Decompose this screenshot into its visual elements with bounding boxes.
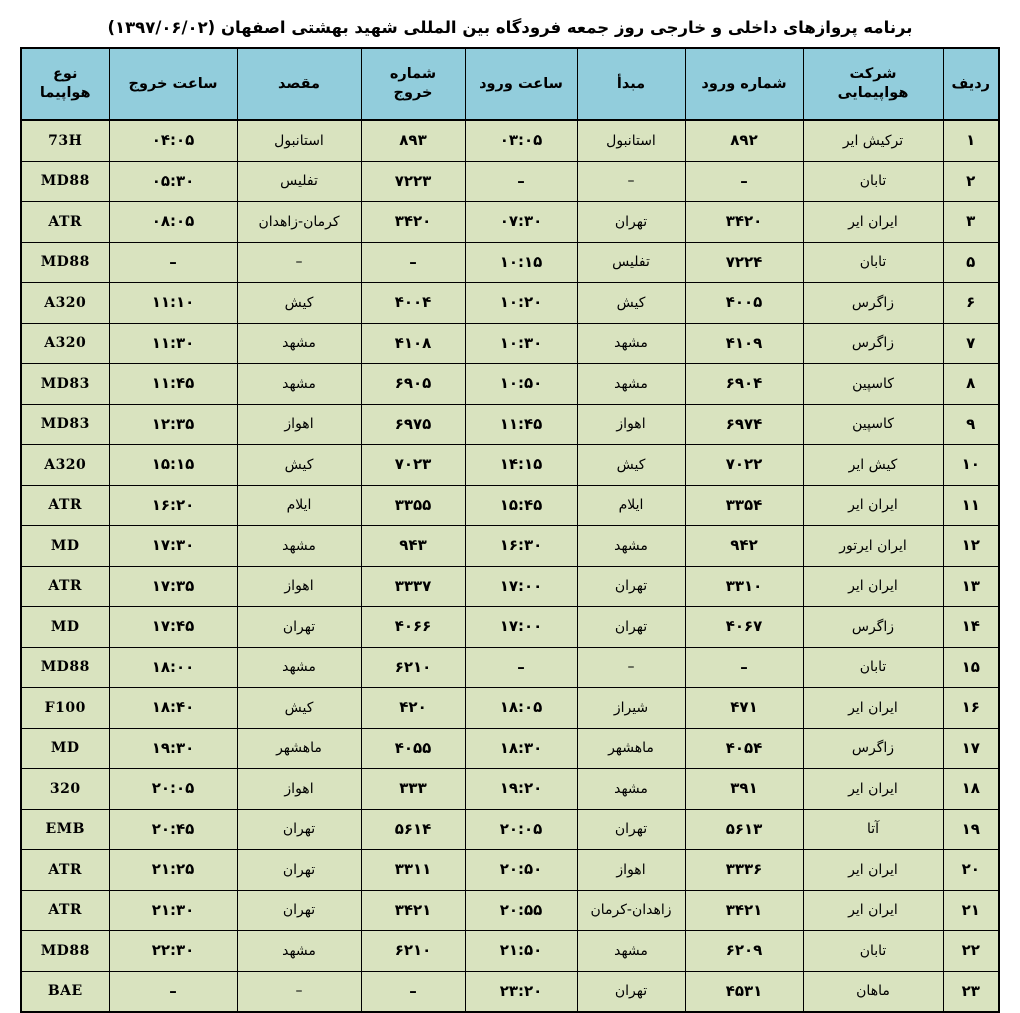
cell-row-index: ۱۸ <box>943 769 999 810</box>
cell-airline: ایران ایر <box>803 890 943 931</box>
cell-aircraft-type: MD <box>21 728 109 769</box>
cell-row-index: ۹ <box>943 404 999 445</box>
cell-destination: – <box>237 971 361 1012</box>
cell-arrival-time: ۲۰:۰۵ <box>465 809 577 850</box>
cell-destination: اهواز <box>237 769 361 810</box>
cell-aircraft-type: ATR <box>21 890 109 931</box>
cell-row-index: ۱۹ <box>943 809 999 850</box>
cell-arrival-number: ۳۴۲۱ <box>685 890 803 931</box>
cell-aircraft-type: MD83 <box>21 364 109 405</box>
cell-destination: مشهد <box>237 931 361 972</box>
cell-origin: – <box>577 161 685 202</box>
cell-origin: – <box>577 647 685 688</box>
cell-aircraft-type: MD88 <box>21 161 109 202</box>
table-body <box>21 120 999 1012</box>
cell-origin: تهران <box>577 971 685 1012</box>
cell-departure-time: ۱۹:۳۰ <box>109 728 237 769</box>
cell-departure-number: ۴۱۰۸ <box>361 323 465 364</box>
table-row <box>21 688 999 729</box>
column-header-aircraft-line2: هواپیما <box>39 85 91 101</box>
cell-row-index: ۸ <box>943 364 999 405</box>
cell-departure-time: ۱۸:۰۰ <box>109 647 237 688</box>
table-row <box>21 647 999 688</box>
cell-aircraft-type: ATR <box>21 485 109 526</box>
cell-airline: تابان <box>803 161 943 202</box>
cell-arrival-time: ۱۴:۱۵ <box>465 445 577 486</box>
cell-departure-number: ۵۶۱۴ <box>361 809 465 850</box>
cell-arrival-time: ۱۰:۲۰ <box>465 283 577 324</box>
cell-departure-time: ۱۱:۳۰ <box>109 323 237 364</box>
cell-arrival-time: ۱۸:۳۰ <box>465 728 577 769</box>
cell-departure-time: ۲۲:۳۰ <box>109 931 237 972</box>
column-header-departure-number <box>361 48 465 120</box>
cell-departure-number: ۶۲۱۰ <box>361 647 465 688</box>
cell-departure-time: ۱۷:۴۵ <box>109 607 237 648</box>
cell-row-index: ۷ <box>943 323 999 364</box>
cell-arrival-number: ۴۰۵۴ <box>685 728 803 769</box>
cell-destination: مشهد <box>237 647 361 688</box>
table-row <box>21 769 999 810</box>
cell-arrival-time: ۲۳:۲۰ <box>465 971 577 1012</box>
cell-airline: کیش ایر <box>803 445 943 486</box>
cell-arrival-number: ۵۶۱۳ <box>685 809 803 850</box>
cell-airline: تابان <box>803 931 943 972</box>
table-header-row <box>21 48 999 120</box>
cell-arrival-number: ۶۹۷۴ <box>685 404 803 445</box>
cell-airline: ایران ایر <box>803 566 943 607</box>
cell-origin: ماهشهر <box>577 728 685 769</box>
cell-destination: اهواز <box>237 404 361 445</box>
cell-departure-time: ۱۵:۱۵ <box>109 445 237 486</box>
cell-departure-time: ۱۲:۳۵ <box>109 404 237 445</box>
cell-aircraft-type: 73H <box>21 120 109 161</box>
cell-aircraft-type: MD88 <box>21 647 109 688</box>
cell-destination: تهران <box>237 809 361 850</box>
cell-origin: کیش <box>577 445 685 486</box>
cell-aircraft-type: ATR <box>21 566 109 607</box>
cell-airline: کاسپین <box>803 404 943 445</box>
cell-arrival-time: ۰۳:۰۵ <box>465 120 577 161</box>
cell-row-index: ۱۳ <box>943 566 999 607</box>
cell-departure-number: ۳۳۳ <box>361 769 465 810</box>
cell-departure-number: ۴۲۰ <box>361 688 465 729</box>
cell-departure-time: ۲۰:۰۵ <box>109 769 237 810</box>
cell-airline: تابان <box>803 647 943 688</box>
table-row <box>21 283 999 324</box>
cell-arrival-time: ۱۶:۳۰ <box>465 526 577 567</box>
cell-departure-time: ۱۷:۳۵ <box>109 566 237 607</box>
cell-arrival-number: ۳۳۱۰ <box>685 566 803 607</box>
cell-departure-number: – <box>361 242 465 283</box>
cell-aircraft-type: ATR <box>21 850 109 891</box>
cell-row-index: ۱۰ <box>943 445 999 486</box>
cell-arrival-time: ۱۵:۴۵ <box>465 485 577 526</box>
cell-destination: تفلیس <box>237 161 361 202</box>
cell-destination: – <box>237 242 361 283</box>
page-title: برنامه پروازهای داخلی و خارجی روز جمعه فرودگاه بین المللی شهید بهشتی اصفهان (۱۳۹۷/۰۶/۰۲) <box>107 18 913 37</box>
cell-row-index: ۲ <box>943 161 999 202</box>
cell-origin: کیش <box>577 283 685 324</box>
cell-arrival-time: ۱۰:۵۰ <box>465 364 577 405</box>
cell-arrival-number: ۴۰۰۵ <box>685 283 803 324</box>
cell-aircraft-type: ATR <box>21 202 109 243</box>
cell-departure-number: ۳۴۲۰ <box>361 202 465 243</box>
cell-arrival-time: ۱۷:۰۰ <box>465 566 577 607</box>
cell-row-index: ۲۱ <box>943 890 999 931</box>
table-header <box>21 48 999 120</box>
cell-destination: تهران <box>237 890 361 931</box>
table-row <box>21 566 999 607</box>
cell-origin: اهواز <box>577 404 685 445</box>
cell-departure-time: ۰۵:۳۰ <box>109 161 237 202</box>
cell-airline: ایران ایرتور <box>803 526 943 567</box>
column-header-origin <box>577 48 685 120</box>
cell-departure-time: ۱۱:۴۵ <box>109 364 237 405</box>
cell-arrival-number: ۶۲۰۹ <box>685 931 803 972</box>
cell-aircraft-type: A320 <box>21 445 109 486</box>
cell-arrival-number: ۳۹۱ <box>685 769 803 810</box>
cell-row-index: ۱۲ <box>943 526 999 567</box>
column-header-destination <box>237 48 361 120</box>
table-row <box>21 850 999 891</box>
cell-arrival-number: – <box>685 161 803 202</box>
table-row <box>21 120 999 161</box>
cell-departure-number: ۴۰۰۴ <box>361 283 465 324</box>
cell-airline: زاگرس <box>803 607 943 648</box>
cell-departure-time: ۲۱:۳۰ <box>109 890 237 931</box>
column-header-row-index-label: ردیف <box>951 75 990 92</box>
cell-arrival-number: ۷۲۲۴ <box>685 242 803 283</box>
cell-origin: مشهد <box>577 769 685 810</box>
column-header-origin-label: مبدأ <box>616 75 646 92</box>
cell-row-index: ۵ <box>943 242 999 283</box>
cell-departure-number: ۳۳۵۵ <box>361 485 465 526</box>
cell-departure-time: – <box>109 242 237 283</box>
cell-aircraft-type: F100 <box>21 688 109 729</box>
cell-origin: اهواز <box>577 850 685 891</box>
cell-departure-time: ۰۴:۰۵ <box>109 120 237 161</box>
cell-arrival-time: ۲۱:۵۰ <box>465 931 577 972</box>
cell-destination: مشهد <box>237 364 361 405</box>
cell-row-index: ۱ <box>943 120 999 161</box>
cell-origin: مشهد <box>577 323 685 364</box>
cell-departure-number: ۶۹۷۵ <box>361 404 465 445</box>
cell-aircraft-type: MD88 <box>21 931 109 972</box>
cell-destination: کیش <box>237 688 361 729</box>
cell-arrival-time: – <box>465 161 577 202</box>
cell-origin: شیراز <box>577 688 685 729</box>
table-row <box>21 202 999 243</box>
cell-departure-time: ۱۸:۴۰ <box>109 688 237 729</box>
cell-arrival-time: – <box>465 647 577 688</box>
table-row <box>21 445 999 486</box>
cell-origin: زاهدان-کرمان <box>577 890 685 931</box>
table-row <box>21 404 999 445</box>
cell-departure-time: ۲۰:۴۵ <box>109 809 237 850</box>
cell-destination: ماهشهر <box>237 728 361 769</box>
cell-arrival-time: ۰۷:۳۰ <box>465 202 577 243</box>
cell-aircraft-type: MD <box>21 607 109 648</box>
table-row <box>21 242 999 283</box>
cell-destination: ایلام <box>237 485 361 526</box>
cell-airline: زاگرس <box>803 283 943 324</box>
column-header-aircraft-line1: نوع <box>53 66 78 83</box>
cell-origin: مشهد <box>577 931 685 972</box>
cell-arrival-number: ۹۴۲ <box>685 526 803 567</box>
cell-departure-number: ۳۳۱۱ <box>361 850 465 891</box>
cell-destination: مشهد <box>237 323 361 364</box>
cell-airline: زاگرس <box>803 728 943 769</box>
cell-arrival-number: ۳۴۲۰ <box>685 202 803 243</box>
cell-destination: کیش <box>237 445 361 486</box>
cell-departure-number: ۶۹۰۵ <box>361 364 465 405</box>
cell-row-index: ۱۶ <box>943 688 999 729</box>
cell-departure-number: ۶۲۱۰ <box>361 931 465 972</box>
column-header-departure-number-line1: شماره <box>389 66 437 83</box>
cell-airline: ایران ایر <box>803 850 943 891</box>
cell-departure-number: ۴۰۶۶ <box>361 607 465 648</box>
cell-arrival-number: ۴۵۳۱ <box>685 971 803 1012</box>
cell-departure-number: ۳۳۳۷ <box>361 566 465 607</box>
cell-arrival-number: ۴۰۶۷ <box>685 607 803 648</box>
column-header-departure-number-line2: خروج <box>393 85 433 101</box>
cell-departure-time: ۱۷:۳۰ <box>109 526 237 567</box>
cell-origin: استانبول <box>577 120 685 161</box>
cell-aircraft-type: MD88 <box>21 242 109 283</box>
column-header-departure-time-label: ساعت خروج <box>128 75 218 92</box>
cell-arrival-time: ۱۰:۳۰ <box>465 323 577 364</box>
cell-aircraft-type: MD <box>21 526 109 567</box>
cell-row-index: ۲۳ <box>943 971 999 1012</box>
cell-arrival-number: ۳۳۳۶ <box>685 850 803 891</box>
cell-airline: زاگرس <box>803 323 943 364</box>
column-header-airline-line2: هواپیمایی <box>837 85 909 101</box>
cell-row-index: ۱۴ <box>943 607 999 648</box>
cell-arrival-number: ۴۷۱ <box>685 688 803 729</box>
cell-arrival-number: ۸۹۲ <box>685 120 803 161</box>
cell-arrival-time: ۱۷:۰۰ <box>465 607 577 648</box>
column-header-airline-line1: شرکت <box>849 66 897 83</box>
cell-origin: تهران <box>577 566 685 607</box>
cell-departure-number: ۷۰۲۳ <box>361 445 465 486</box>
cell-aircraft-type: BAE <box>21 971 109 1012</box>
cell-destination: تهران <box>237 607 361 648</box>
table-row <box>21 323 999 364</box>
cell-aircraft-type: 320 <box>21 769 109 810</box>
table-row <box>21 161 999 202</box>
column-header-row-index <box>943 48 999 120</box>
table-row <box>21 607 999 648</box>
cell-departure-number: ۳۴۲۱ <box>361 890 465 931</box>
cell-departure-time: ۱۱:۱۰ <box>109 283 237 324</box>
cell-arrival-time: ۱۱:۴۵ <box>465 404 577 445</box>
column-header-destination-label: مقصد <box>277 75 321 92</box>
cell-airline: ایران ایر <box>803 688 943 729</box>
cell-origin: ایلام <box>577 485 685 526</box>
cell-row-index: ۱۵ <box>943 647 999 688</box>
cell-destination: مشهد <box>237 526 361 567</box>
cell-departure-time: ۲۱:۲۵ <box>109 850 237 891</box>
cell-destination: کیش <box>237 283 361 324</box>
cell-airline: ایران ایر <box>803 202 943 243</box>
cell-origin: مشهد <box>577 526 685 567</box>
column-header-arrival-number-label: شماره ورود <box>701 75 787 92</box>
column-header-arrival-number <box>685 48 803 120</box>
cell-row-index: ۶ <box>943 283 999 324</box>
cell-origin: تفلیس <box>577 242 685 283</box>
cell-origin: تهران <box>577 202 685 243</box>
column-header-departure-time <box>109 48 237 120</box>
cell-aircraft-type: A320 <box>21 323 109 364</box>
cell-arrival-number: ۶۹۰۴ <box>685 364 803 405</box>
cell-aircraft-type: MD83 <box>21 404 109 445</box>
table-row <box>21 526 999 567</box>
cell-departure-time: ۱۶:۲۰ <box>109 485 237 526</box>
cell-row-index: ۱۱ <box>943 485 999 526</box>
column-header-arrival-time-label: ساعت ورود <box>479 75 563 92</box>
cell-row-index: ۱۷ <box>943 728 999 769</box>
cell-arrival-time: ۱۰:۱۵ <box>465 242 577 283</box>
cell-origin: تهران <box>577 809 685 850</box>
cell-airline: تابان <box>803 242 943 283</box>
column-header-arrival-time <box>465 48 577 120</box>
cell-airline: ماهان <box>803 971 943 1012</box>
cell-arrival-time: ۲۰:۵۵ <box>465 890 577 931</box>
cell-departure-time: ۰۸:۰۵ <box>109 202 237 243</box>
table-row <box>21 364 999 405</box>
cell-arrival-number: ۴۱۰۹ <box>685 323 803 364</box>
flight-schedule-table <box>20 47 1000 1013</box>
cell-destination: تهران <box>237 850 361 891</box>
cell-arrival-time: ۱۹:۲۰ <box>465 769 577 810</box>
column-header-airline <box>803 48 943 120</box>
cell-destination: اهواز <box>237 566 361 607</box>
cell-aircraft-type: A320 <box>21 283 109 324</box>
cell-destination: کرمان-زاهدان <box>237 202 361 243</box>
cell-row-index: ۲۲ <box>943 931 999 972</box>
cell-destination: استانبول <box>237 120 361 161</box>
cell-row-index: ۳ <box>943 202 999 243</box>
cell-row-index: ۲۰ <box>943 850 999 891</box>
cell-airline: ایران ایر <box>803 769 943 810</box>
cell-arrival-number: ۷۰۲۲ <box>685 445 803 486</box>
cell-airline: کاسپین <box>803 364 943 405</box>
cell-arrival-number: ۳۳۵۴ <box>685 485 803 526</box>
cell-departure-number: ۴۰۵۵ <box>361 728 465 769</box>
cell-aircraft-type: EMB <box>21 809 109 850</box>
cell-airline: آتا <box>803 809 943 850</box>
table-container <box>0 47 1020 1013</box>
table-row <box>21 728 999 769</box>
cell-departure-number: – <box>361 971 465 1012</box>
table-row <box>21 890 999 931</box>
cell-departure-time: – <box>109 971 237 1012</box>
table-row <box>21 485 999 526</box>
cell-arrival-time: ۲۰:۵۰ <box>465 850 577 891</box>
cell-airline: ترکیش ایر <box>803 120 943 161</box>
column-header-aircraft-type <box>21 48 109 120</box>
table-row <box>21 809 999 850</box>
cell-arrival-time: ۱۸:۰۵ <box>465 688 577 729</box>
table-row <box>21 931 999 972</box>
cell-arrival-number: – <box>685 647 803 688</box>
cell-origin: مشهد <box>577 364 685 405</box>
cell-origin: تهران <box>577 607 685 648</box>
cell-departure-number: ۹۴۳ <box>361 526 465 567</box>
cell-airline: ایران ایر <box>803 485 943 526</box>
cell-departure-number: ۷۲۲۳ <box>361 161 465 202</box>
cell-departure-number: ۸۹۳ <box>361 120 465 161</box>
